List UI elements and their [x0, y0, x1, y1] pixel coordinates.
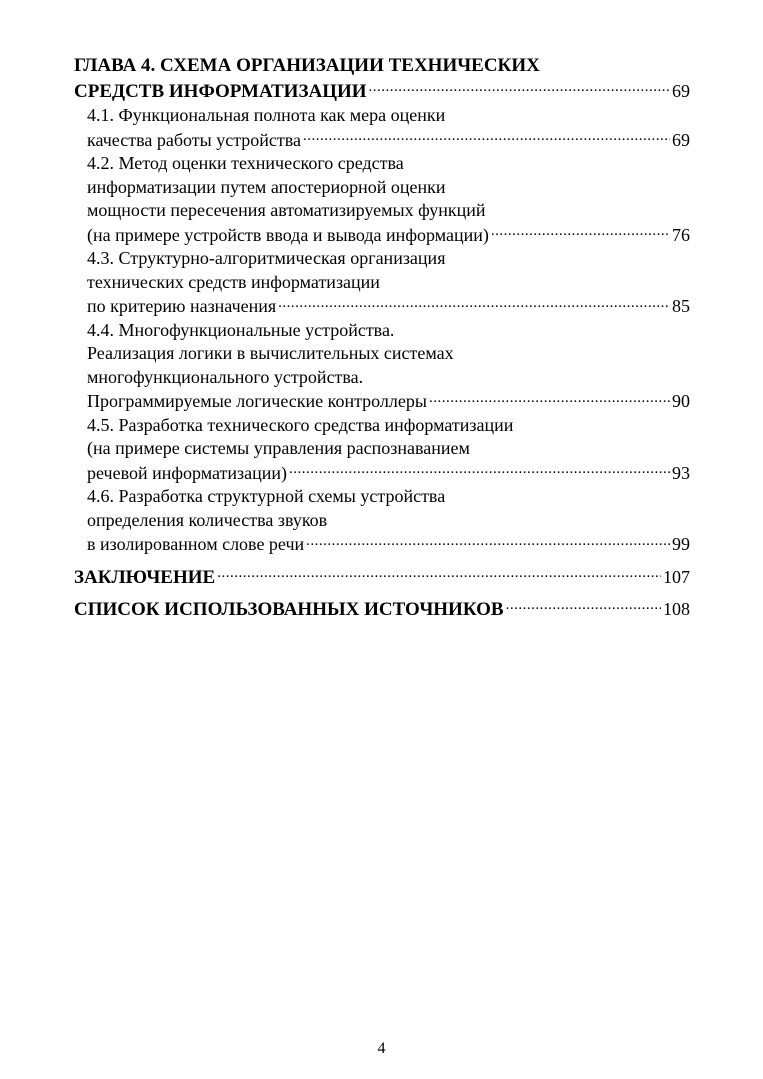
dot-leader — [369, 78, 670, 97]
section-last-line: качества работы устройства — [87, 129, 302, 150]
section-last-row — [87, 389, 690, 414]
references-row — [74, 596, 690, 622]
page-ref: 99 — [672, 534, 690, 554]
section-last-row — [87, 128, 690, 153]
section-line: (на примере системы управления распознаванием — [87, 438, 470, 458]
page-ref: 85 — [672, 296, 690, 316]
section-line: информатизации путем апостериорной оценки — [87, 176, 446, 197]
toc-chapter-4[interactable] — [74, 53, 690, 104]
section-last-line: в изолированном слове речи — [87, 534, 305, 554]
toc-section-4-2[interactable] — [74, 152, 690, 247]
page-ref: 107 — [663, 566, 690, 587]
section-line: 4.6. Разработка структурной схемы устройства — [87, 486, 446, 506]
section-line: 4.1. Функциональная полнота как мера оценки — [87, 105, 446, 125]
page-ref: 93 — [672, 462, 690, 483]
conclusion-row — [74, 564, 690, 590]
section-last-line: (на примере устройств ввода и вывода информации) — [87, 224, 489, 245]
section-line: технических средств информатизации — [87, 271, 380, 292]
toc-section-4-3[interactable] — [74, 247, 690, 319]
page-ref: 76 — [672, 224, 690, 245]
dot-leader — [306, 532, 670, 550]
references-title: СПИСОК ИСПОЛЬЗОВАННЫХ ИСТОЧНИКОВ — [74, 598, 504, 620]
toc-conclusion[interactable] — [74, 564, 690, 590]
conclusion-title: ЗАКЛЮЧЕНИЕ — [74, 566, 216, 588]
page-number: 4 — [377, 1040, 386, 1057]
chapter-title-last-line: СРЕДСТВ ИНФОРМАТИЗАЦИИ — [74, 81, 367, 102]
dot-leader — [303, 128, 670, 146]
section-last-row — [87, 294, 690, 319]
chapter-title-row — [74, 78, 690, 104]
page-ref: 90 — [672, 391, 690, 411]
section-line: 4.5. Разработка технического средства информатизации — [87, 414, 514, 435]
dot-leader — [289, 461, 670, 479]
section-line: 4.2. Метод оценки технического средства — [87, 153, 404, 173]
table-of-contents — [74, 53, 690, 622]
toc-section-4-5[interactable] — [74, 414, 690, 486]
toc-references[interactable] — [74, 596, 690, 622]
section-line: определения количества звуков — [87, 509, 328, 530]
dot-leader — [491, 223, 670, 241]
section-line: мощности пересечения автоматизируемых функций — [87, 200, 486, 220]
section-last-row — [87, 461, 690, 486]
section-line: 4.4. Многофункциональные устройства. — [87, 319, 395, 340]
section-last-line: по критерию назначения — [87, 296, 277, 316]
toc-section-4-4[interactable] — [74, 319, 690, 414]
page-ref: 69 — [672, 81, 690, 101]
section-line: многофункционального устройства. — [87, 366, 364, 387]
section-last-row — [87, 532, 690, 557]
chapter-title-line: ГЛАВА 4. СХЕМА ОРГАНИЗАЦИИ ТЕХНИЧЕСКИХ — [74, 55, 540, 76]
page-ref: 108 — [663, 598, 690, 619]
section-last-line: речевой информатизации) — [87, 462, 288, 483]
dot-leader — [278, 294, 670, 312]
section-line: 4.3. Структурно-алгоритмическая организация — [87, 248, 446, 268]
section-last-row — [87, 223, 690, 248]
section-line: Реализация логики в вычислительных системах — [87, 343, 454, 363]
dot-leader — [506, 596, 661, 615]
toc-section-4-6[interactable] — [74, 485, 690, 557]
toc-section-4-1[interactable] — [74, 104, 690, 152]
dot-leader — [217, 564, 661, 583]
dot-leader — [429, 389, 670, 407]
page-ref: 69 — [672, 129, 690, 150]
section-last-line: Программируемые логические контроллеры — [87, 391, 427, 411]
